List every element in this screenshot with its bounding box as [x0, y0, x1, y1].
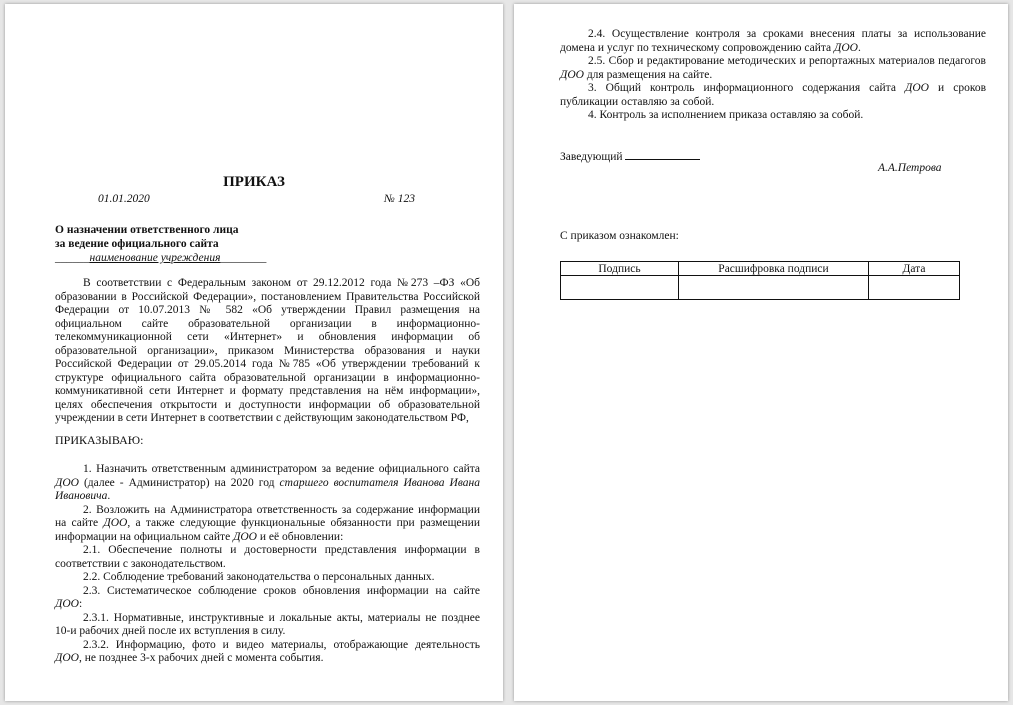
item-2-doo-2: ДОО: [233, 530, 257, 543]
table-header-row: [561, 262, 960, 276]
item-3-text-b: и сроков публикации оставляю за собой.: [560, 82, 987, 108]
document-page-1: [5, 4, 503, 701]
item-2-3-2-doo: ДОО: [55, 652, 79, 664]
header-signature: Подпись: [561, 262, 679, 276]
item-3: [560, 82, 986, 109]
order-word: ПРИКАЗЫВАЮ:: [55, 433, 144, 447]
header-signature-decoding: Расшифровка подписи: [679, 262, 869, 276]
cell-decoding-empty[interactable]: [679, 276, 869, 300]
document-title: ПРИКАЗ: [223, 174, 285, 190]
item-2-1: 2.1. Обеспечение полноты и достоверности представления информации в соответствии с законодательством.: [55, 544, 480, 570]
item-2-text-a: 2. Возложить на Администратора ответственность за содержание информации на сайте: [55, 503, 480, 529]
underscore-after: ________: [220, 252, 267, 264]
continued-items-block: [560, 28, 986, 123]
head-signature-blank: [625, 149, 700, 160]
cell-signature-empty[interactable]: [561, 276, 679, 300]
item-1-person: старшего воспитателя Иванова Ивана Ивановича: [55, 476, 480, 502]
item-2-3-text-a: 2.3. Систематическое соблюдение сроков обновления информации на сайте: [83, 584, 480, 597]
preamble-block: [55, 277, 480, 426]
head-label: Заведующий: [560, 151, 623, 163]
item-2-5-text-a: 2.5. Сбор и редактирование методических и репортажных материалов педагогов: [588, 55, 986, 67]
item-2-5-text-b: для размещения на сайте.: [583, 68, 713, 81]
subject-line-2: за ведение официального сайта: [55, 238, 219, 250]
item-2-4-doo: ДОО: [834, 41, 858, 54]
item-1-doo: ДОО: [55, 476, 79, 489]
item-2-3-text-b: :: [78, 598, 83, 610]
item-3-text-a: 3. Общий контроль информационного содержания сайта: [588, 82, 906, 94]
item-2-4-text-b: .: [857, 41, 861, 54]
item-2-text-b: , а также следующие функциональные обязанности при размещении информации на официальном сайте: [55, 517, 480, 543]
item-2-3: [55, 585, 480, 612]
order-number: № 123: [384, 193, 415, 205]
item-1-text-c: .: [107, 490, 111, 502]
order-date: 01.01.2020: [98, 193, 150, 205]
item-3-doo: ДОО: [905, 82, 929, 94]
order-subject: [55, 223, 315, 265]
table-row: [561, 276, 960, 300]
item-2-3-2-text-b: , не позднее 3-х рабочих дней с момента события.: [78, 652, 324, 664]
item-2-3-doo: ДОО: [55, 598, 79, 610]
preamble-paragraph: В соответствии с Федеральным законом от 29.12.2012 года №273 –ФЗ «Об образовании в Российской Федерации», постановлением Правительства Российской Федерации от 10.07.2013 № 582 «Об утверждении Правил размещения на официальном сайте образовательной организации в информационно-телекоммуникационной сети «Интернет» и обновления информации об образовательной организации», приказом Министерства образования и науки Российской Федерации от 29.05.2014 года №785 «Об утверждении требований к структуре официального сайта образовательной организации в информационно-коммуникативной сети Интернет и формату представления на нём информации», целях обеспечения открытости и доступности информации об образовательной учреждении в сети Интернет в соответствии с действующим законодательством РФ,: [55, 277, 480, 424]
order-items-block: [55, 463, 480, 666]
item-4: 4. Контроль за исполнением приказа оставляю за собой.: [588, 109, 864, 121]
item-2-4-text-a: 2.4. Осуществление контроля за сроками внесения платы за использование домена и услуг по техническому сопровождению сайта: [560, 28, 986, 54]
item-2-text-c: и её обновлении:: [257, 530, 344, 543]
item-2-2: 2.2. Соблюдение требований законодательства о персональных данных.: [83, 571, 435, 583]
order-word-block: [55, 434, 480, 448]
document-page-2: [514, 4, 1008, 701]
item-2-3-2-text-a: 2.3.2. Информацию, фото и видео материалы, отображающие деятельность: [83, 638, 480, 651]
item-1-text-b: (далее - Администратор) на 2020 год: [78, 476, 280, 489]
item-1: [55, 463, 480, 504]
item-2-doo-1: ДОО: [103, 517, 128, 529]
cell-date-empty[interactable]: [869, 276, 960, 300]
item-2-5: [560, 55, 986, 82]
acknowledgement-table: [560, 261, 960, 300]
item-2: [55, 504, 480, 545]
acknowledgement-label: С приказом ознакомлен:: [560, 230, 679, 242]
header-date: Дата: [869, 262, 960, 276]
item-2-5-doo: ДОО: [560, 68, 584, 81]
item-2-4: [560, 28, 986, 55]
subject-line-1: О назначении ответственного лица: [55, 224, 239, 236]
head-name: А.А.Петрова: [878, 162, 942, 174]
item-2-3-1: 2.3.1. Нормативные, инструктивные и локальные акты, материалы не позднее 10-и рабочих дней после их вступления в силу.: [55, 611, 480, 637]
head-signature-line: [560, 149, 700, 165]
institution-name-placeholder: наименование учреждения: [89, 252, 221, 264]
item-2-3-2: [55, 639, 480, 666]
underscore-before: ______: [55, 252, 90, 264]
item-1-text-a: 1. Назначить ответственным администратором за ведение официального сайта: [83, 463, 480, 475]
institution-name-line: [55, 251, 315, 265]
